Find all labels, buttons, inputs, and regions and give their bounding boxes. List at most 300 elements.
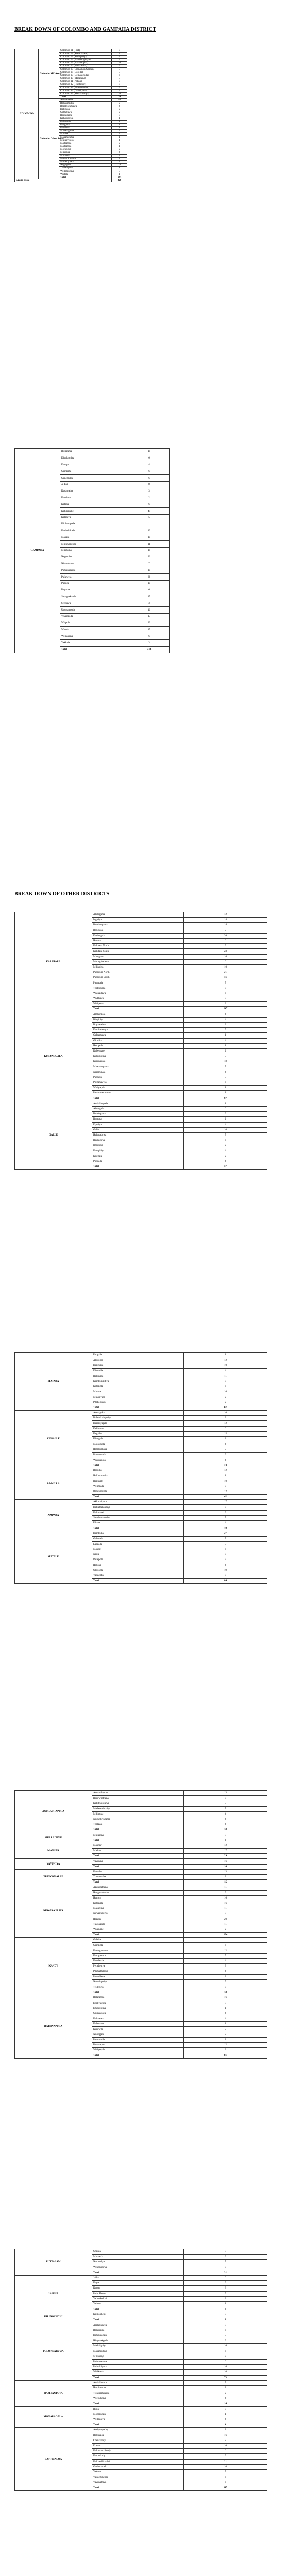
area-name: Minneriya <box>92 2354 184 2359</box>
area-name: Galgamuwa <box>92 1033 184 1038</box>
area-count: 5 <box>184 1979 267 1985</box>
area-count: 9 <box>184 1890 267 1895</box>
area-count: 16 <box>184 954 267 959</box>
total-value: 74 <box>184 1463 267 1468</box>
area-name: Mirihana <box>59 151 112 155</box>
area-name: Veyangoda <box>60 613 129 620</box>
area-name: Monaragala <box>92 2412 184 2417</box>
area-name: Pannala <box>92 1075 184 1080</box>
table-row <box>15 912 267 918</box>
area-name: Point Pedro <box>92 2291 184 2296</box>
area-count: 7 <box>184 1484 267 1489</box>
area-count: 3 <box>184 1002 267 1007</box>
area-count: 2 <box>184 1437 267 1442</box>
area-name: Udugampola <box>60 607 129 614</box>
area-name: Minuwangoda <box>60 541 129 548</box>
area-name: Ukuwela <box>92 1568 184 1573</box>
area-count: 1 <box>112 167 127 170</box>
heading-other-districts: BREAK DOWN OF OTHER DISTRICTS <box>14 891 110 897</box>
district-label: KANDY <box>15 1938 92 1995</box>
area-count: 8 <box>184 2385 267 2391</box>
area-count: 16 <box>184 1995 267 2001</box>
total-label: Total <box>92 1007 184 1012</box>
area-count: 6 <box>129 501 170 508</box>
area-name: Kalutara North <box>92 944 184 949</box>
area-name: Kotahena <box>59 127 112 130</box>
area-name: Panadura North <box>92 970 184 975</box>
area-count: 2 <box>184 1395 267 1400</box>
area-count: 8 <box>184 1911 267 1917</box>
area-count: 2 <box>112 161 127 164</box>
area-name: Kundasale <box>92 1959 184 1964</box>
area-count: 5 <box>184 1541 267 1547</box>
area-count: 19 <box>184 1568 267 1573</box>
area-count: 1 <box>184 1086 267 1091</box>
district-label: ANURADHAPURA <box>15 1791 92 1833</box>
area-name: Habaraduwa <box>92 1132 184 1138</box>
area-name: Horana <box>92 938 184 943</box>
area-name: Dodangoda <box>92 933 184 938</box>
area-name: Kahawatta <box>92 2016 184 2022</box>
area-count: 3 <box>184 1985 267 1990</box>
area-count: 10 <box>112 62 127 65</box>
area-name: Kokkaddicholai <box>92 2459 184 2464</box>
other-districts-table <box>14 1352 267 1584</box>
area-name: Hikkaduwa <box>92 1138 184 1143</box>
area-name: Agarapathana <box>92 1885 184 1890</box>
area-count: 6 <box>184 1106 267 1111</box>
heading-colombo-gampaha: BREAK DOWN OF COLOMBO AND GAMPAHA DISTRICT <box>14 27 156 32</box>
area-name: Vavunathivu <box>92 2480 184 2485</box>
area-name: Kilinochchi <box>92 2312 184 2317</box>
area-count: 4 <box>184 1122 267 1127</box>
area-count: 4 <box>184 1038 267 1043</box>
area-count: 2 <box>112 102 127 105</box>
area-name: Yakkala <box>60 640 129 647</box>
area-count: 9 <box>184 2281 267 2286</box>
area-count: 16 <box>184 1895 267 1901</box>
area-count: 9 <box>184 2454 267 2459</box>
total-value: 43 <box>184 1827 267 1833</box>
area-name: Ja-Ela <box>60 481 129 488</box>
area-count: 9 <box>184 1112 267 1117</box>
grand-total-label: Grand Total <box>15 179 112 182</box>
area-name: Badulla <box>92 1468 184 1473</box>
area-count: 14 <box>112 164 127 167</box>
area-name: Ingiriya <box>92 918 184 923</box>
district-label: COLOMBO <box>15 49 39 179</box>
area-count: 12 <box>184 1489 267 1494</box>
area-count: 8 <box>184 2032 267 2037</box>
area-name: Wattala <box>60 626 129 633</box>
area-count: 5 <box>184 1028 267 1033</box>
area-name: Bingiriya <box>92 1017 184 1022</box>
area-count: 4 <box>184 2016 267 2022</box>
area-name: Nuwara Eliya <box>92 1911 184 1917</box>
area-count: 1 <box>112 145 127 148</box>
area-count: 4 <box>184 1969 267 1974</box>
area-count: 11 <box>184 1885 267 1890</box>
area-name: Teldeniya <box>92 1985 184 1990</box>
area-count: 8 <box>184 2438 267 2443</box>
area-name: Pelmadulla <box>92 2037 184 2042</box>
area-name: Elpitiya <box>92 1122 184 1127</box>
area-count: 15 <box>129 626 170 633</box>
area-count: 4 <box>184 1822 267 1827</box>
district-label: MANNAR <box>15 1843 92 1859</box>
area-count: 5 <box>112 65 127 68</box>
area-name: Bandaragama <box>92 923 184 928</box>
area-count: 10 <box>184 2464 267 2469</box>
area-name: Narammala <box>92 1070 184 1075</box>
area-name: Godakawela <box>92 2011 184 2016</box>
area-name: Dehiwala <box>59 108 112 111</box>
area-count: 2 <box>184 1974 267 1979</box>
total-value: 117 <box>184 2485 267 2490</box>
area-name: Kotapola <box>92 1384 184 1389</box>
area-name: Warakapola <box>92 1458 184 1463</box>
area-count: 7 <box>184 2265 267 2270</box>
area-count: 9 <box>184 2338 267 2344</box>
area-name: Thebuwana <box>92 986 184 991</box>
area-name: Hambantota <box>92 2385 184 2391</box>
area-name: Yatawatta <box>92 1573 184 1578</box>
area-count: 10 <box>184 1363 267 1368</box>
district-label: RATHNAPURA <box>15 1995 92 2058</box>
area-name: Kochchikade <box>60 528 129 534</box>
area-count: 1 <box>184 1091 267 1096</box>
total-label: Total <box>92 2422 184 2428</box>
total-label: Total <box>92 1096 184 1101</box>
area-name: Koggala <box>92 1154 184 1159</box>
area-count: 16 <box>184 1389 267 1395</box>
district-label: KALUTARA <box>15 912 92 1012</box>
area-name: Kantale <box>92 1869 184 1874</box>
area-name: Kotagala <box>92 1901 184 1906</box>
area-name: Dehiowita <box>92 1426 184 1431</box>
total-label: Total <box>92 2307 184 2312</box>
area-count: 23 <box>129 620 170 626</box>
area-count: 12 <box>184 1421 267 1426</box>
area-count: 6 <box>184 2359 267 2364</box>
area-name: Madhu <box>92 1849 184 1854</box>
area-count: 2 <box>184 1143 267 1148</box>
area-name: Kalutara South <box>92 949 184 954</box>
area-count: 7 <box>112 114 127 117</box>
area-count: 5 <box>184 1054 267 1059</box>
area-count: 7 <box>184 2260 267 2265</box>
area-count: 4 <box>184 2417 267 2422</box>
area-name: Walpola <box>60 620 129 626</box>
total-value: 57 <box>184 1164 267 1170</box>
district-label: KURUNEGALA <box>15 1012 92 1101</box>
area-name: Dambadeniya <box>92 1028 184 1033</box>
area-count: 6 <box>129 468 170 475</box>
total-value: 8 <box>184 1838 267 1843</box>
area-count: 2 <box>184 1117 267 1122</box>
area-count: 12 <box>184 1843 267 1848</box>
area-count: 21 <box>184 970 267 975</box>
area-count: 3 <box>129 488 170 495</box>
total-value: 40 <box>184 1526 267 1531</box>
total-value: 43 <box>184 1990 267 1995</box>
area-name: Wariyapola <box>92 1086 184 1091</box>
area-name: Bandarawela <box>92 1489 184 1494</box>
total-label: Total <box>92 2053 184 2058</box>
table-row <box>15 2323 267 2328</box>
area-count: 10 <box>184 1411 267 1416</box>
area-name: Colombo 03 (Kollupitiya) <box>59 56 112 59</box>
area-name: Polonnaruwa <box>92 2359 184 2364</box>
area-count: 16 <box>184 1859 267 1864</box>
area-count: 3 <box>184 1557 267 1563</box>
area-name: Colombo 04 (Bambalapitiya) <box>59 59 112 62</box>
area-count: 6 <box>184 1080 267 1086</box>
area-name: Chilaw <box>92 2249 184 2255</box>
area-count: 1 <box>112 121 127 124</box>
district-label: VAVUNIYA <box>15 1859 92 1869</box>
area-name: Aranayaka <box>92 1411 184 1416</box>
area-name: Bentota <box>92 1117 184 1122</box>
area-count: 9 <box>184 1510 267 1515</box>
area-count: 12 <box>184 1948 267 1953</box>
area-name: Galaha <box>92 1938 184 1943</box>
area-name: Colombo 10 (Maradana) <box>59 77 112 80</box>
area-count: 40 <box>112 99 127 102</box>
area-count: 6 <box>184 1384 267 1389</box>
district-label: PUTTALAM <box>15 2249 92 2276</box>
area-count: 1 <box>184 1033 267 1038</box>
area-name: Wadduwa <box>92 996 184 1002</box>
area-name: Manampitiya <box>92 2349 184 2354</box>
other-districts-table <box>14 912 267 1170</box>
area-count: 6 <box>184 2480 267 2485</box>
area-count: 8 <box>112 158 127 161</box>
area-count: 3 <box>112 83 127 87</box>
area-name: Colombo 13 (Bloemendhal) <box>59 87 112 90</box>
other-districts-table <box>14 1790 267 2059</box>
area-name: Imaduwa <box>92 1143 184 1148</box>
area-name: Peradeniya <box>92 1964 184 1969</box>
area-name: Waskaduwa <box>92 991 184 996</box>
area-name: Battaramulla <box>59 102 112 105</box>
area-name: Kahatuduwa <box>59 117 112 121</box>
area-count: 14 <box>184 923 267 928</box>
total-value: 16 <box>184 1864 267 1869</box>
area-count: 8 <box>184 2312 267 2317</box>
area-count: 6 <box>112 74 127 77</box>
district-label: MULLAITIVU <box>15 1833 92 1843</box>
area-count: 20 <box>184 1917 267 1922</box>
area-name: Nugegoda <box>59 164 112 167</box>
total-label: Total <box>92 1990 184 1995</box>
area-count: 6 <box>184 959 267 964</box>
area-count: 11 <box>129 541 170 548</box>
area-name: Maharagama <box>59 130 112 133</box>
area-count: 6 <box>184 1547 267 1552</box>
area-name: Haputale <box>92 1479 184 1484</box>
area-name: Mannar <box>92 1843 184 1848</box>
area-count: 8 <box>184 2249 267 2255</box>
area-name: Kuliyapitiya <box>92 1054 184 1059</box>
area-count: 8 <box>184 2428 267 2433</box>
area-count: 2 <box>184 1048 267 1054</box>
area-name: Polgahawela <box>92 1080 184 1086</box>
area-count: 4 <box>184 1012 267 1017</box>
area-name: Baddegama <box>92 1112 184 1117</box>
total-value: 4 <box>184 2422 267 2428</box>
area-count: 4 <box>184 1811 267 1817</box>
table-row <box>15 1353 267 1358</box>
area-name: Deniyaya <box>92 1363 184 1368</box>
area-name: Kaluwanchikudy <box>92 2449 184 2454</box>
area-count: 5 <box>184 2291 267 2296</box>
area-name: Ahungalla <box>92 1106 184 1111</box>
area-name: Pamunugama <box>60 567 129 574</box>
area-name: Balangoda <box>92 1995 184 2001</box>
area-count: 18 <box>184 1059 267 1064</box>
area-name: Panduwasnuwara <box>92 1091 184 1096</box>
total-label: Total <box>92 1405 184 1410</box>
area-name: Colombo 14 (Grandpass) <box>59 90 112 93</box>
total-label: Total <box>92 1164 184 1170</box>
area-count: 21 <box>184 2459 267 2464</box>
table-row <box>15 2275 267 2280</box>
area-count: 6 <box>184 1138 267 1143</box>
area-name: Laggala <box>92 1541 184 1547</box>
district-label: JAFFNA <box>15 2275 92 2312</box>
table-row <box>15 2380 267 2385</box>
area-name: Horowpothana <box>92 1796 184 1801</box>
area-name: Weligepola <box>92 2048 184 2053</box>
area-name: Dehiattakandiya <box>92 1505 184 1510</box>
area-count: 5 <box>184 1075 267 1080</box>
area-count: 7 <box>184 2380 267 2385</box>
area-count: 8 <box>184 996 267 1002</box>
area-name: Hanguranketha <box>92 1890 184 1895</box>
area-count: 10 <box>129 580 170 587</box>
area-name: Kalmunai <box>92 1510 184 1515</box>
area-name: Dompe <box>60 462 129 468</box>
area-name: Eheliyagoda <box>92 2001 184 2006</box>
area-count: 2 <box>184 2354 267 2359</box>
area-count: 2 <box>184 2391 267 2396</box>
table-row <box>15 1833 267 1838</box>
area-name: Pulasthigama <box>92 2365 184 2370</box>
area-name: Moragahahena <box>92 959 184 964</box>
area-count: 7 <box>184 980 267 986</box>
area-name: Maskeliya <box>92 1906 184 1911</box>
area-name: Naula <box>92 1552 184 1557</box>
area-count: 6 <box>184 1943 267 1948</box>
area-name: Kandana <box>60 495 129 501</box>
total-value: 76 <box>112 96 127 99</box>
total-label: Total <box>92 2317 184 2323</box>
area-name: Matugama <box>92 954 184 959</box>
area-count: 56 <box>184 975 267 980</box>
area-name: Kobeigane <box>92 1048 184 1054</box>
area-name: Giriulla <box>92 1038 184 1043</box>
area-count: 9 <box>184 1452 267 1458</box>
area-count: 12 <box>184 1358 267 1363</box>
area-name: Araiyampathy <box>92 2428 184 2433</box>
area-count: 4 <box>184 1442 267 1447</box>
area-count: 5 <box>112 170 127 173</box>
area-count: 7 <box>184 1806 267 1811</box>
area-count: 2 <box>112 133 127 136</box>
area-name: Hettipola <box>92 1043 184 1048</box>
area-count: 3 <box>184 1505 267 1510</box>
area-count: 8 <box>129 481 170 488</box>
area-count: 13 <box>184 1791 267 1796</box>
area-name: Colombo 06 (Wellawatta) <box>59 65 112 68</box>
area-name: Thalawa <box>92 1822 184 1827</box>
district-label: BATTICALOA <box>15 2428 92 2490</box>
area-count: 20 <box>184 933 267 938</box>
area-name: Mirigama <box>60 547 129 554</box>
area-name: Akkaraipattu <box>92 1500 184 1505</box>
area-name: Homagama <box>59 114 112 117</box>
area-name: Pitabeddara <box>92 1400 184 1405</box>
area-count: 3 <box>112 130 127 133</box>
area-count: 6 <box>129 475 170 482</box>
area-name: Welikanda <box>92 2370 184 2375</box>
area-count: 2 <box>112 108 127 111</box>
area-count: 4 <box>184 1458 267 1463</box>
district-label: NUWARA ELIYA <box>15 1885 92 1938</box>
total-value: 104 <box>184 1933 267 1938</box>
area-name: Kitulgala <box>92 1437 184 1442</box>
area-name: Wellampitiya <box>59 170 112 173</box>
area-name: Colombo 01 (Fort) <box>59 49 112 53</box>
area-name: Mattegoda <box>59 145 112 148</box>
area-count: 4 <box>184 1070 267 1075</box>
area-name: Ragama <box>60 587 129 594</box>
area-count: 11 <box>184 1906 267 1911</box>
area-count: 7 <box>184 1132 267 1138</box>
area-name: Colombo 11 (Pettah) <box>59 80 112 83</box>
area-count: 15 <box>184 1431 267 1436</box>
area-count: 4 <box>184 1017 267 1022</box>
area-name: Colombo 07 (Cinnamon Garden) <box>59 68 112 71</box>
area-count: 8 <box>184 2323 267 2328</box>
area-count: 1 <box>184 2412 267 2417</box>
area-name: Nittambuwa <box>60 561 129 567</box>
table-row <box>15 1468 267 1473</box>
area-count: 3 <box>112 49 127 53</box>
area-label: Colombo MC Areas <box>39 49 59 99</box>
area-count: 9 <box>184 2255 267 2260</box>
area-count: 1 <box>112 124 127 127</box>
area-name: Hakmana <box>92 1374 184 1379</box>
area-count: 3 <box>184 1796 267 1801</box>
area-name: Aluthgama <box>92 912 184 918</box>
area-count: 10 <box>129 534 170 541</box>
table-row <box>15 1938 267 1943</box>
total-value: 29 <box>184 1854 267 1859</box>
area-count: 9 <box>184 1447 267 1452</box>
area-name: Akuressa <box>92 1358 184 1363</box>
gampaha-table <box>14 448 170 653</box>
area-name: Boralesgamuwa <box>59 105 112 108</box>
area-name: Dambulla <box>92 1531 184 1536</box>
area-count: 17 <box>184 1849 267 1854</box>
total-value: 67 <box>184 1096 267 1101</box>
area-name: Bakamuna <box>92 2328 184 2333</box>
area-label: Colombo Other Areas <box>39 99 59 179</box>
area-name: Rambukkana <box>92 1447 184 1452</box>
district-label: MATALE <box>15 1531 92 1584</box>
